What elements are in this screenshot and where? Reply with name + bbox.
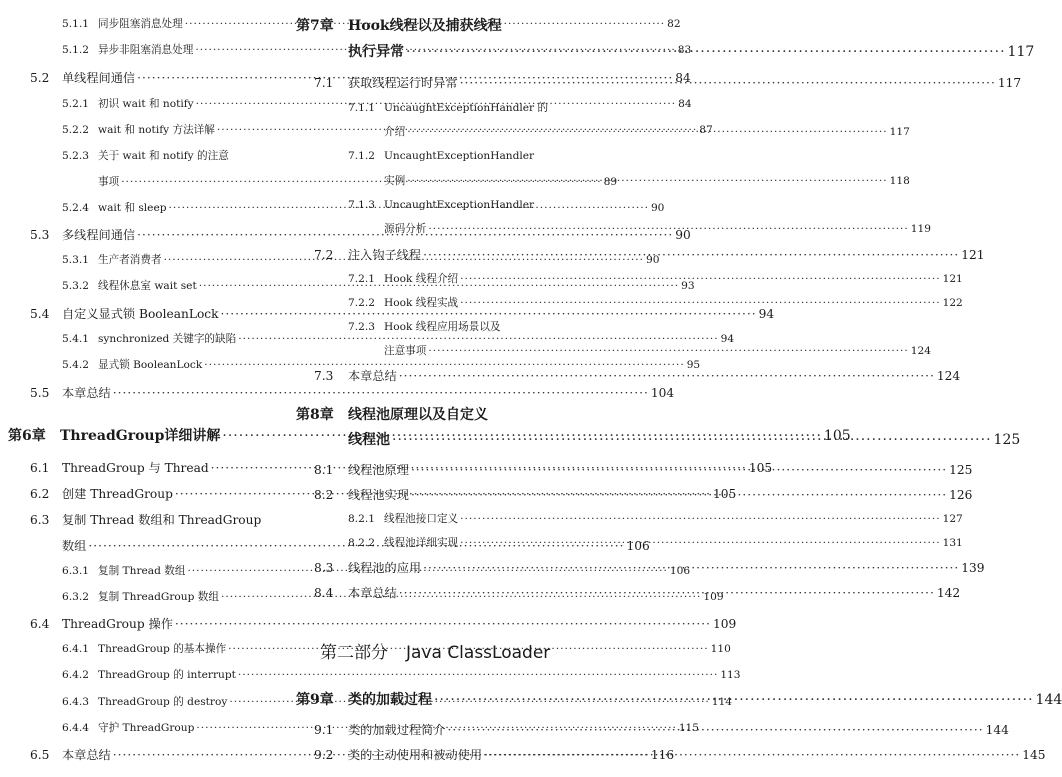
toc-leader: [399, 370, 935, 382]
toc-title: ThreadGroup 操作: [62, 617, 173, 631]
toc-number: 7.2.2: [348, 297, 375, 309]
toc-leader: [428, 346, 908, 357]
toc-title: ThreadGroup 的 destroy: [98, 696, 228, 708]
toc-leader: [221, 308, 757, 320]
toc-title: 线程池: [348, 432, 390, 448]
toc-page: 124: [910, 345, 932, 357]
toc-number: 8.4: [314, 586, 334, 600]
toc-number: 5.4.2: [62, 359, 89, 371]
toc-chapter-number: 第9章: [296, 692, 334, 708]
toc-entry[interactable]: [348, 200, 592, 211]
toc-number: 8.2.1: [348, 513, 375, 525]
toc-leader: [460, 274, 940, 285]
toc-number: 7.2: [314, 248, 334, 262]
toc-chapter-number: 第7章: [296, 18, 334, 34]
toc-title: 异步非阻塞消息处理: [98, 44, 194, 56]
toc-number: 7.1.2: [348, 150, 375, 162]
toc-entry[interactable]: [348, 151, 592, 162]
toc-leader: [406, 45, 1006, 59]
toc-page: 144: [1035, 692, 1062, 708]
toc-page: 126: [949, 488, 973, 502]
toc-entry[interactable]: [30, 386, 675, 400]
toc-leader: [238, 334, 718, 345]
toc-page: 127: [942, 513, 963, 525]
toc-number: 7.2.1: [348, 273, 375, 285]
toc-number: 5.2.1: [62, 98, 89, 110]
toc-page: 117: [1007, 44, 1035, 60]
toc-page: 82: [667, 18, 681, 30]
toc-entry[interactable]: [62, 359, 701, 371]
toc-chapter-number: 第6章: [8, 428, 46, 444]
toc-page: 115: [678, 722, 700, 734]
toc-title: Hook 线程应用场景以及: [384, 321, 501, 333]
toc-page: 142: [936, 586, 961, 600]
toc-leader: [448, 724, 984, 736]
toc-title: 事项: [98, 176, 120, 188]
toc-entry[interactable]: [348, 103, 592, 114]
toc-title: ThreadGroup 的 interrupt: [98, 669, 236, 681]
toc-title: 线程池原理以及自定义: [348, 407, 488, 423]
toc-page: 119: [910, 223, 932, 235]
toc-title: Hook线程以及捕获线程: [348, 18, 502, 34]
toc-page: 89: [603, 176, 618, 188]
toc-number: 6.4.3: [62, 696, 89, 708]
toc-leader: [434, 693, 1034, 707]
toc-leader: [411, 489, 947, 501]
toc-number: 5.5: [30, 386, 50, 400]
toc-number: 5.2: [30, 71, 50, 85]
toc-title: 自定义显式锁 BooleanLock: [62, 307, 219, 321]
toc-entry[interactable]: [314, 369, 961, 383]
toc-number: 9.1: [314, 723, 334, 737]
toc-page: 121: [961, 248, 985, 262]
toc-chapter[interactable]: [296, 19, 608, 33]
toc-title: 多线程间通信: [62, 228, 136, 242]
toc-title: 线程池原理: [348, 463, 409, 477]
toc-entry[interactable]: [62, 151, 306, 162]
toc-number: 6.4.2: [62, 669, 89, 681]
toc-leader: [460, 77, 996, 89]
toc-number: 6.3.1: [62, 565, 89, 577]
toc-title: 线程休息室 wait set: [98, 280, 197, 292]
toc-leader: [484, 749, 1020, 761]
toc-number: 8.2.2: [348, 537, 375, 549]
toc-number: 6.3: [30, 513, 50, 527]
toc-leader: [411, 461, 947, 476]
toc-number: 5.4: [30, 307, 50, 321]
toc-page: 94: [720, 333, 735, 345]
toc-page: 83: [677, 44, 692, 56]
toc-title: wait 和 notify 方法详解: [98, 124, 215, 136]
toc-number: 5.1.1: [62, 18, 89, 30]
toc-page: 94: [758, 307, 775, 321]
toc-title: 线程池的应用: [348, 561, 422, 575]
toc-page: 125: [993, 432, 1021, 448]
toc-entry[interactable]: [348, 297, 963, 309]
toc-entry[interactable]: [62, 280, 695, 292]
toc-leader: [407, 124, 887, 138]
toc-entry[interactable]: [348, 513, 963, 525]
toc-page: 105: [823, 428, 851, 444]
toc-page: 122: [942, 297, 963, 309]
toc-title: 初识 wait 和 notify: [98, 98, 194, 110]
toc-page: 145: [1022, 748, 1046, 762]
toc-title: 线程池接口定义: [384, 513, 459, 525]
toc-page: 105: [713, 487, 737, 501]
toc-page: 116: [650, 748, 675, 762]
toc-title: 本章总结: [348, 369, 397, 383]
toc-entry[interactable]: [62, 333, 735, 345]
toc-page: 117: [997, 76, 1022, 90]
toc-title: 线程池详细实现: [384, 537, 459, 549]
toc-leader: [407, 176, 887, 187]
toc-leader: [392, 433, 992, 447]
toc-page: 144: [985, 723, 1009, 737]
toc-number: 5.4.1: [62, 333, 89, 345]
toc-page: 118: [889, 175, 910, 187]
toc-number: 5.2.4: [62, 202, 89, 214]
toc-number: 5.1.2: [62, 44, 89, 56]
toc-title: UncaughtExceptionHandler 的: [384, 102, 549, 114]
toc-page: 90: [645, 254, 660, 266]
toc-page: 90: [675, 228, 691, 242]
toc-number: 6.4.4: [62, 722, 89, 734]
part-heading: [320, 638, 568, 663]
toc-number: 9.2: [314, 748, 334, 762]
toc-page: 90: [650, 202, 665, 214]
toc-leader: [460, 514, 940, 525]
toc-title: 类的加载过程: [348, 692, 432, 708]
toc-number: 6.4.1: [62, 643, 89, 655]
toc-title: UncaughtExceptionHandler: [384, 150, 535, 162]
toc-page: 139: [961, 561, 985, 575]
toc-leader: [113, 387, 649, 399]
toc-title: 注意事项: [384, 345, 427, 357]
part-label: 第二部分: [320, 643, 388, 663]
toc-number: 8.1: [314, 463, 334, 477]
toc-title: ThreadGroup 的基本操作: [98, 643, 227, 655]
toc-title: 复制 Thread 数组和 ThreadGroup: [62, 513, 262, 527]
toc-leader: [423, 562, 959, 574]
toc-title: 本章总结: [62, 748, 111, 762]
toc-entry[interactable]: [30, 307, 775, 321]
toc-page: 117: [889, 126, 910, 138]
toc-page: 121: [942, 273, 963, 285]
toc-title: 守护 ThreadGroup: [98, 722, 195, 734]
toc-number: 8.2: [314, 488, 334, 502]
toc-entry[interactable]: [30, 514, 302, 526]
toc-title: UncaughtExceptionHandler: [384, 199, 535, 211]
toc-page: 104: [650, 386, 675, 400]
toc-title: 数组: [62, 539, 87, 553]
toc-title: 复制 ThreadGroup 数组: [98, 591, 219, 603]
toc-leader: [238, 670, 718, 681]
toc-entry[interactable]: [30, 617, 737, 631]
toc-title: ThreadGroup详细讲解: [60, 428, 221, 444]
toc-number: 6.3.2: [62, 591, 89, 603]
toc-number: 5.3.1: [62, 254, 89, 266]
toc-page: 105: [748, 461, 773, 475]
toc-number: 7.1: [314, 76, 334, 90]
toc-title: 介绍: [384, 126, 406, 138]
toc-title: 获取线程运行时异常: [348, 76, 458, 90]
toc-title: 本章总结: [62, 386, 111, 400]
toc-title: synchronized 关键字的缺陷: [98, 333, 237, 345]
toc-page: 114: [711, 696, 732, 708]
toc-page: 125: [949, 463, 973, 477]
toc-page: 87: [699, 124, 713, 136]
toc-number: 7.3: [314, 369, 334, 383]
toc-number: 5.2.2: [62, 124, 89, 136]
toc-number: 6.5: [30, 748, 50, 762]
toc-chapter[interactable]: [296, 408, 608, 422]
toc-page: 93: [681, 280, 695, 292]
toc-number: 5.3: [30, 228, 50, 242]
toc-title: 创建 ThreadGroup: [62, 487, 173, 501]
toc-leader: [175, 618, 711, 630]
toc-page: 84: [675, 71, 691, 85]
toc-page: 84: [678, 98, 692, 110]
toc-title: 类的主动使用和被动使用: [348, 748, 483, 762]
toc-title: 注入钩子线程: [348, 248, 422, 262]
toc-title: Hook 线程介绍: [384, 273, 459, 285]
toc-number: 7.1.1: [348, 102, 375, 114]
toc-number: 7.1.3: [348, 199, 375, 211]
toc-title: ThreadGroup 与 Thread: [62, 461, 209, 475]
toc-number: 5.3.2: [62, 280, 89, 292]
toc-title: 关于 wait 和 notify 的注意: [98, 150, 229, 162]
toc-entry[interactable]: [348, 322, 592, 333]
toc-entry[interactable]: [348, 273, 963, 285]
toc-title: Hook 线程实战: [384, 297, 459, 309]
toc-entry-continuation[interactable]: [348, 345, 932, 357]
toc-page: 110: [710, 643, 731, 655]
toc-page: 113: [720, 669, 741, 681]
toc-leader: [423, 249, 959, 261]
toc-number: 6.1: [30, 461, 50, 475]
toc-number: 6.2: [30, 487, 50, 501]
toc-title: 单线程间通信: [62, 71, 136, 85]
toc-number: 8.3: [314, 561, 334, 575]
toc-page: 124: [936, 369, 961, 383]
toc-title: 生产者消费者: [98, 254, 162, 266]
toc-title: 执行异常: [348, 44, 404, 60]
toc-title: 类的加载过程简介: [348, 723, 446, 737]
toc-title: 源码分析: [384, 223, 427, 235]
toc-title: 显式锁 BooleanLock: [98, 359, 203, 371]
toc-page: 109: [713, 617, 737, 631]
toc-title: 复制 Thread 数组: [98, 565, 186, 577]
toc-page: 106: [669, 565, 691, 577]
toc-number: 7.2.3: [348, 321, 375, 333]
toc-chapter-number: 第8章: [296, 407, 334, 423]
toc-leader: [428, 224, 908, 235]
toc-page: 106: [626, 539, 650, 553]
part-title: Java ClassLoader: [406, 643, 551, 663]
toc-leader: [399, 587, 935, 599]
toc-page: 131: [942, 537, 963, 549]
toc-page: 95: [686, 359, 701, 371]
toc-title: 线程池实现: [348, 488, 409, 502]
toc-title: 同步阻塞消息处理: [98, 18, 183, 30]
toc-entry[interactable]: [62, 669, 741, 681]
toc-title: 本章总结: [348, 586, 397, 600]
toc-page: 109: [703, 591, 724, 603]
toc-leader: [460, 538, 940, 549]
toc-number: 6.4: [30, 617, 50, 631]
toc-title: 实例: [384, 175, 406, 187]
toc-title: wait 和 sleep: [98, 202, 167, 214]
toc-leader: [460, 298, 940, 309]
toc-number: 5.2.3: [62, 150, 89, 162]
